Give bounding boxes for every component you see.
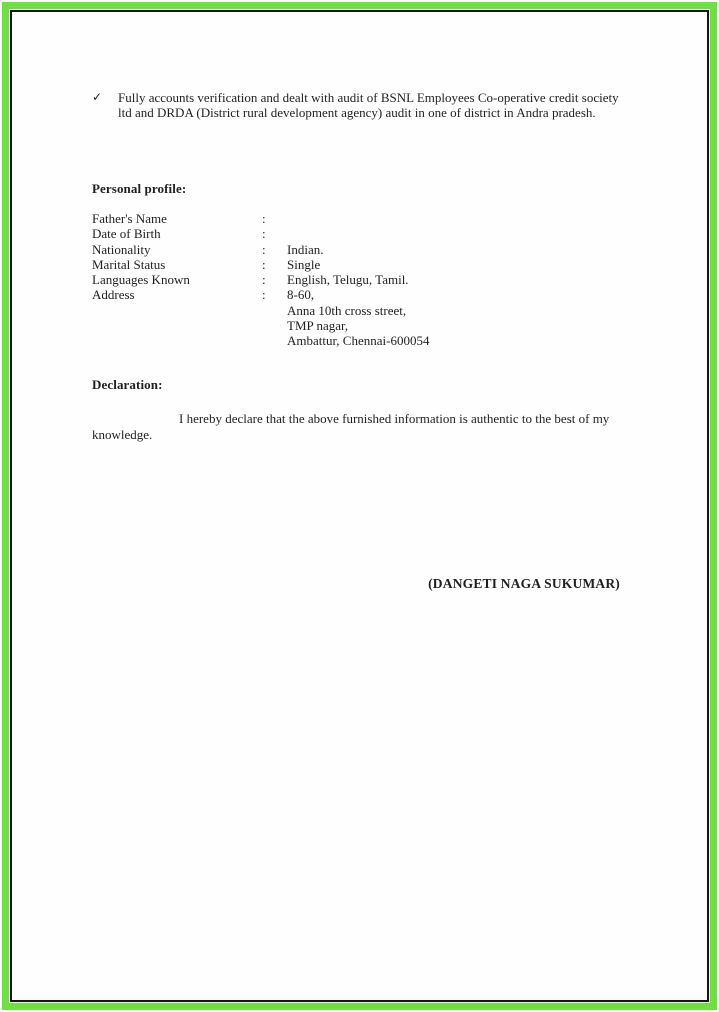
profile-value-address-line-2: Anna 10th cross street, [287, 302, 407, 318]
address-continuation-row [92, 333, 512, 348]
checkmark-icon: ✓ [92, 90, 103, 104]
personal-profile-heading: Personal profile: [92, 181, 187, 196]
table-row [92, 226, 512, 241]
colon-separator: : [262, 226, 266, 242]
colon-separator: : [262, 211, 266, 226]
address-continuation-row [92, 318, 512, 333]
personal-profile-table [92, 211, 512, 349]
experience-bullet-text: Fully accounts verification and dealt with audit of BSNL Employees Co-operative credit society ltd and DRDA (District rural development agency) audit in one of district in Andra pradesh. [118, 90, 619, 121]
declaration-text: I hereby declare that the above furnished information is authentic to the best of my knowledge. [92, 411, 610, 442]
experience-bullet-item [92, 90, 622, 121]
profile-label-date-of-birth: Date of Birth [92, 226, 161, 242]
table-row [92, 211, 512, 226]
address-indent-spacer [92, 318, 287, 333]
table-row [92, 287, 512, 302]
table-row [92, 272, 512, 287]
profile-label-languages-known: Languages Known [92, 272, 190, 288]
profile-label-fathers-name: Father's Name [92, 211, 167, 226]
profile-value-marital-status: Single [287, 256, 321, 272]
profile-value-fathers-name [287, 211, 512, 226]
address-indent-spacer [92, 303, 287, 318]
colon-separator: : [262, 241, 266, 257]
table-row [92, 257, 512, 272]
address-continuation-row [92, 303, 512, 318]
signature-name: (DANGETI NAGA SUKUMAR) [428, 576, 620, 591]
profile-value-nationality: Indian. [287, 241, 324, 257]
profile-value-address-line-3: TMP nagar, [287, 318, 349, 334]
profile-value-address-line-1: 8-60, [287, 287, 315, 303]
profile-value-address-line-4: Ambattur, Chennai-600054 [287, 333, 430, 349]
page-border-green [2, 2, 717, 1010]
address-indent-spacer [92, 333, 287, 348]
profile-label-address: Address [92, 287, 135, 303]
page-border-black [10, 10, 709, 1002]
profile-value-languages-known: English, Telugu, Tamil. [287, 272, 409, 288]
table-row [92, 242, 512, 257]
profile-value-date-of-birth [287, 226, 512, 241]
profile-label-nationality: Nationality [92, 241, 151, 257]
colon-separator: : [262, 287, 266, 303]
colon-separator: : [262, 256, 266, 272]
declaration-heading: Declaration: [92, 377, 163, 392]
profile-label-marital-status: Marital Status [92, 256, 166, 272]
colon-separator: : [262, 272, 266, 288]
